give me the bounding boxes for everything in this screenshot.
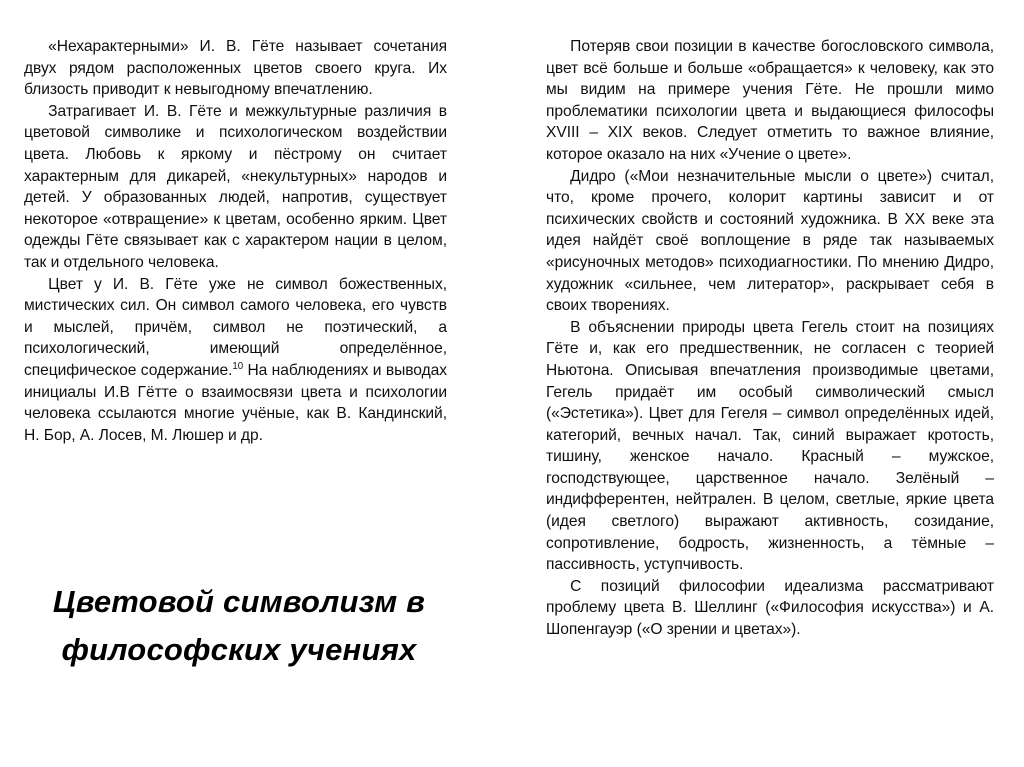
paragraph-theological-symbol: Потеряв свои позиции в качестве богословского символа, цвет всё больше и больше «обращается» к человеку, как это мы видим на примере учения Гёте. Не прошли мимо проблематики психологии цвета и выдающиеся философы XVIII – XIX веков. Следует отметить то важное влияние, которое оказало на них «Учение о цвете».: [546, 38, 994, 163]
right-text-column: [546, 0, 1024, 641]
footnote-marker: 10: [232, 360, 244, 372]
page-title-line-2: философских учениях: [61, 632, 417, 668]
paragraph-diderot: Дидро («Мои незначительные мысли о цвете») считал, что, кроме прочего, колорит картины зависит и от психических свойств и состояний художника. В XX веке эта идея найдёт своё воплощение в ряде так называемых «рисуночных методов» психодиагностики. По мнению Дидро, художник «сильнее, чем литератор», раскрывает себя в своих творениях.: [546, 167, 994, 315]
page-title-line-1: Цветовой символизм в: [52, 584, 426, 620]
paragraph-goethe-intercultural: Затрагивает И. В. Гёте и межкультурные различия в цветовой символике и психологическом воздействии цвета. Любовь к яркому и пёстрому он считает характерным для дикарей, «некультурных» народов и детей. У образованных людей, напротив, существует некоторое «отвращение» к цветам, особенно ярким. Цвет одежды Гёте связывает как с характером нации в целом, так и отдельного человека.: [24, 102, 447, 271]
paragraph-goethe-uncharacteristic: «Нехарактерными» И. В. Гёте называет сочетания двух рядом расположенных цветов своего круга. Их близость приводит к невыгодному впечатлению.: [24, 38, 447, 99]
paragraph-text-after-footnote: На наблюдениях и выводах инициалы И.В Гётте о взаимосвязи цвета и психологии человека ссылаются многие учёные, как В. Кандинский, Н. Бор, А. Лосев, М. Люшер и др.: [24, 361, 447, 444]
paragraph-schelling-schopenhauer: С позиций философии идеализма рассматривают проблему цвета В. Шеллинг («Философия искусства») и А. Шопенгауэр («О зрении и цветах»).: [546, 577, 994, 639]
section-heading: [24, 578, 454, 674]
paragraph-goethe-symbol-with-footnote: [24, 274, 447, 447]
paragraph-hegel: В объяснении природы цвета Гегель стоит на позициях Гёте и, как его предшественник, не согласен с теорией Ньютона. Описывая впечатления производимые цветами, Гегель придаёт им особый символический смысл («Эстетика»). Цвет для Гегеля – символ определённых идей, категорий, вечных начал. Так, синий выражает кротость, тишину, женское начало. Красный – мужское, господствующее, царственное начало. Зелёный – индифферентен, нейтрален. В целом, светлые, яркие цвета (идея светлого) выражают активность, созидание, сопротивление, бодрость, жизненность, а тёмные – пассивность, уступчивость.: [546, 318, 994, 574]
left-text-column: [0, 0, 452, 674]
paragraph-text-before-footnote: Цвет у И. В. Гёте уже не символ божественных, мистических сил. Он символ самого человека, его чувств и мыслей, причём, символ не поэтический, а психологический, имеющий определённое, специфическое содержание.: [24, 275, 447, 379]
